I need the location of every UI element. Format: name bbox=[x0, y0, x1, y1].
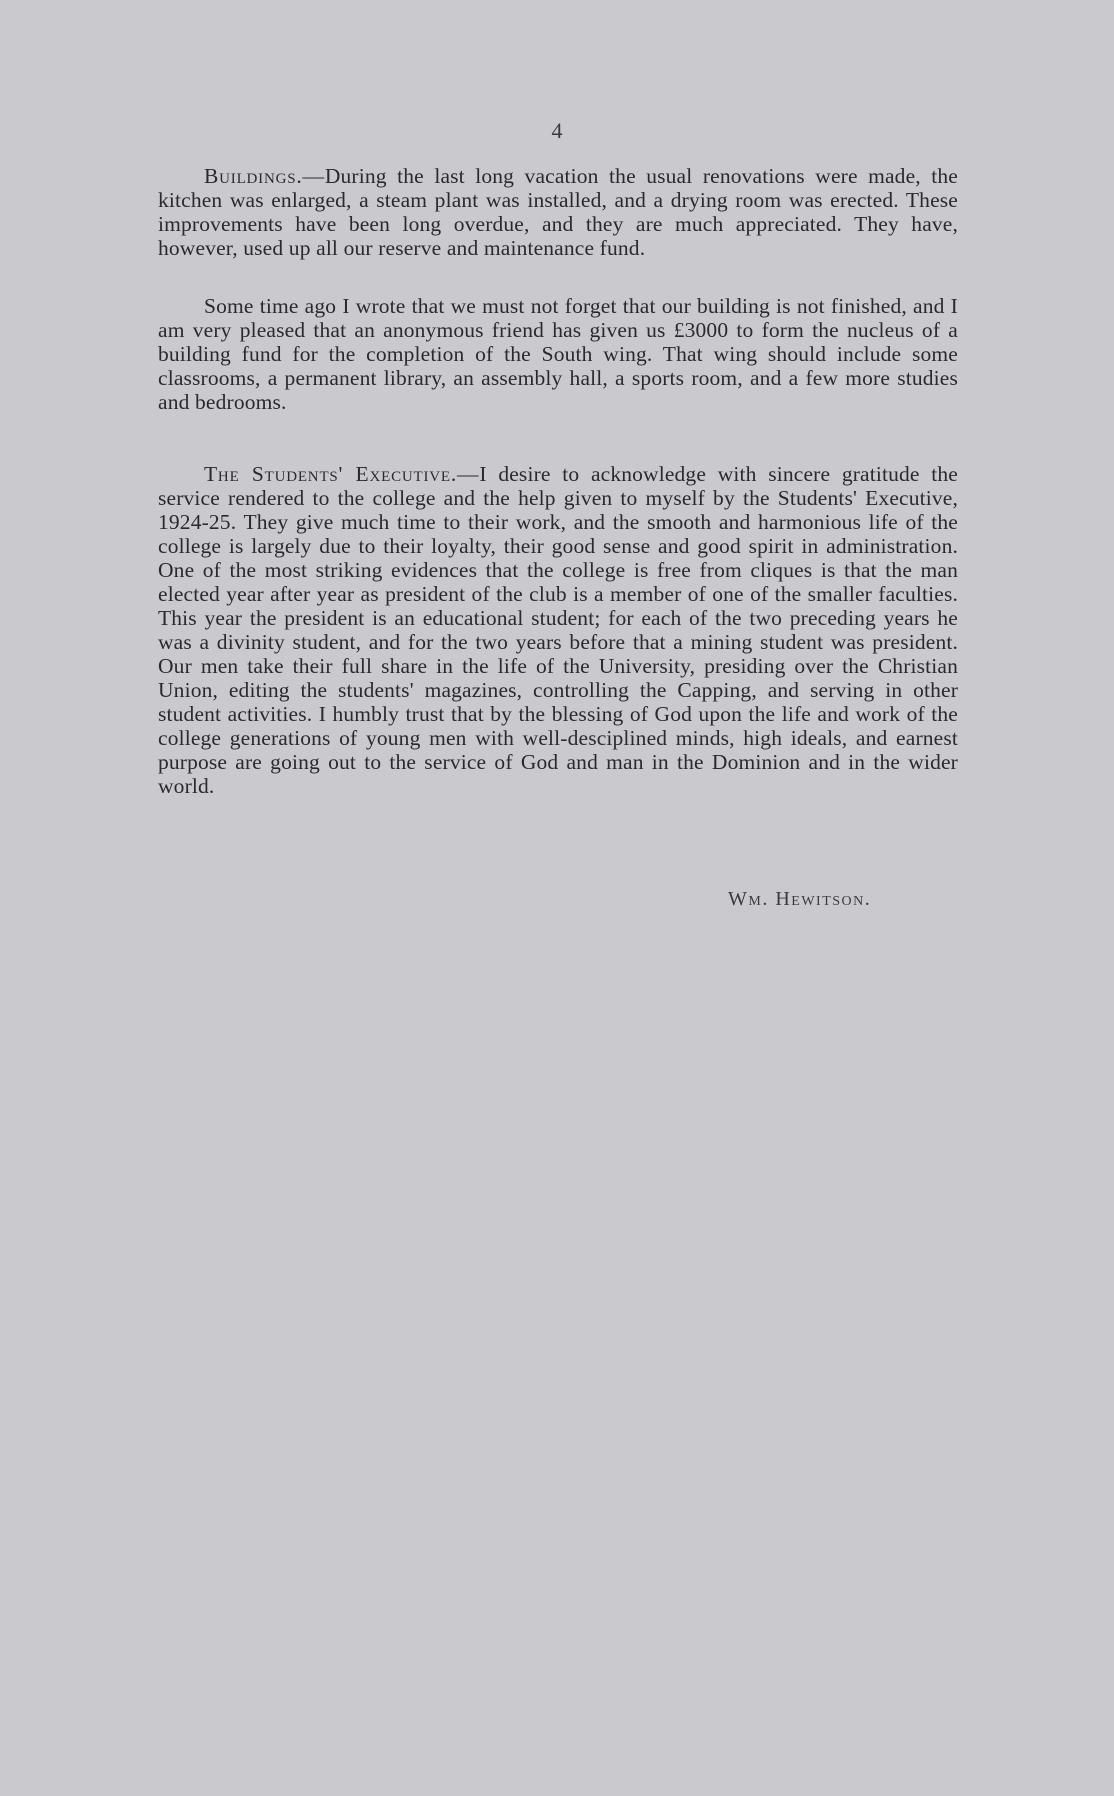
paragraph-text-students-executive: I desire to acknowledge with sincere gratitude the service rendered to the college and the help given to myself by the Students' Executive, 1924-25. They give much time to their work, and the smooth and harmonious life of the college is largely due to their loyalty, their good sense and good spirit in administration. One of the most striking evidences that the college is free from cliques is that the man elected year after year as president of the club is a member of one of the smaller faculties. This year the president is an educational student; for each of the two preceding years he was a divinity student, and for the two years before that a mining student was president. Our men take their full share in the life of the University, presiding over the Christian Union, editing the students' magazines, controlling the Capping, and serving in other student activities. I humbly trust that by the blessing of God upon the life and work of the college generations of young men with well-desciplined minds, high ideals, and earnest purpose are going out to the service of God and man in the Dominion and in the wider world. bbox=[158, 462, 958, 798]
paragraph-students-executive bbox=[158, 462, 958, 798]
signature: Wm. Hewitson. bbox=[728, 888, 872, 910]
section-heading-students-executive: The Students' Executive.— bbox=[204, 462, 480, 486]
section-heading-buildings: Buildings.— bbox=[204, 164, 325, 188]
paragraph-text-building-fund: Some time ago I wrote that we must not forget that our building is not finished, and I am very pleased that an anonymous friend has given us £3000 to form the nucleus of a building fund for the completion of the South wing. That wing should include some classrooms, a permanent library, an assembly hall, a sports room, and a few more studies and bedrooms. bbox=[158, 294, 958, 414]
paragraph-building-fund bbox=[158, 294, 958, 414]
page-number: 4 bbox=[551, 118, 563, 143]
paragraph-buildings bbox=[158, 164, 958, 260]
paragraph-text-buildings: During the last long vacation the usual renovations were made, the kitchen was enlarged, a steam plant was installed, and a drying room was erected. These improvements have been long overdue, and they are much appreciated. They have, however, used up all our reserve and maintenance fund. bbox=[158, 164, 958, 260]
